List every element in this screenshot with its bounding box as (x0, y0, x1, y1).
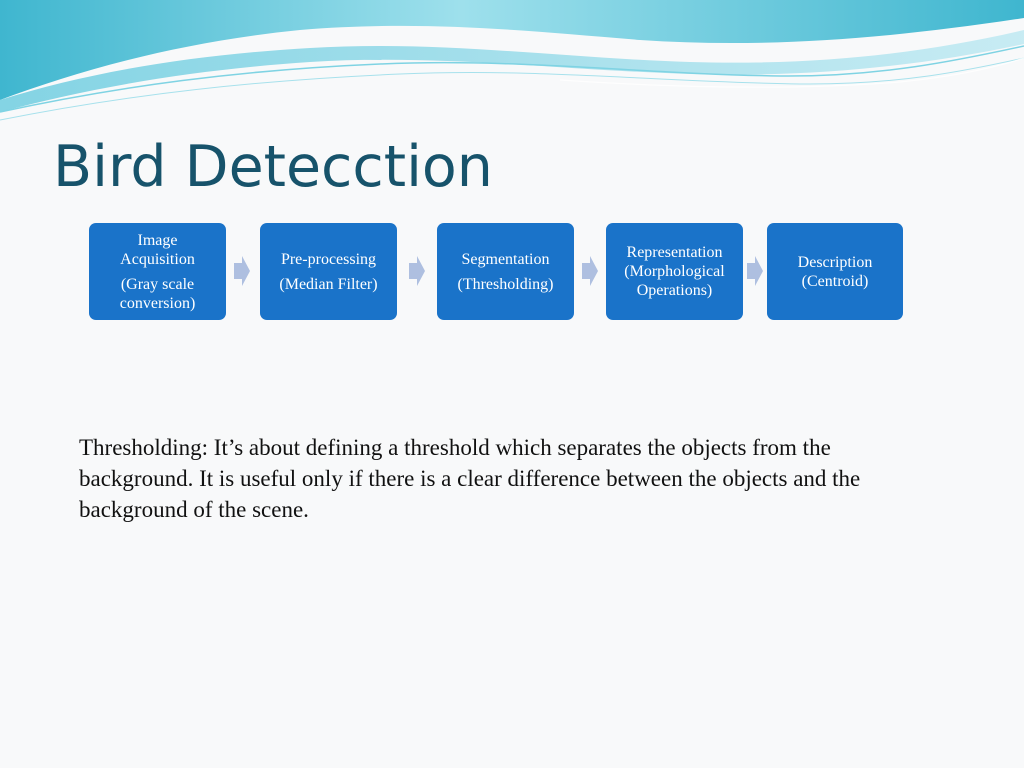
slide-title: Bird Detecction (53, 134, 493, 200)
step-pre-processing (260, 223, 397, 320)
flow-arrow-icon (409, 256, 425, 286)
step-detail: (Gray scale conversion) (119, 275, 196, 312)
step-detail: (Thresholding) (457, 275, 554, 293)
step-detail: (Median Filter) (279, 275, 378, 293)
flow-arrow-icon (747, 256, 763, 286)
step-detail: (Morphological Operations) (624, 263, 725, 299)
decorative-wave-header (0, 0, 1024, 130)
step-image-acquisition (89, 223, 226, 320)
step-label: Pre-processing (280, 250, 377, 268)
step-detail: (Centroid) (801, 272, 869, 290)
step-label: Description (797, 253, 873, 271)
step-representation (606, 223, 743, 320)
step-description (767, 223, 903, 320)
flow-arrow-icon (582, 256, 598, 286)
flow-arrow-icon (234, 256, 250, 286)
step-label: Representation (626, 244, 723, 261)
slide-body-text: Thresholding: It’s about defining a threshold which separates the objects from the background. It is useful only if there is a clear difference between the objects and the background of the scene. (79, 435, 861, 522)
step-segmentation (437, 223, 574, 320)
step-label: Segmentation (461, 250, 550, 268)
step-label: Image Acquisition (120, 231, 195, 268)
